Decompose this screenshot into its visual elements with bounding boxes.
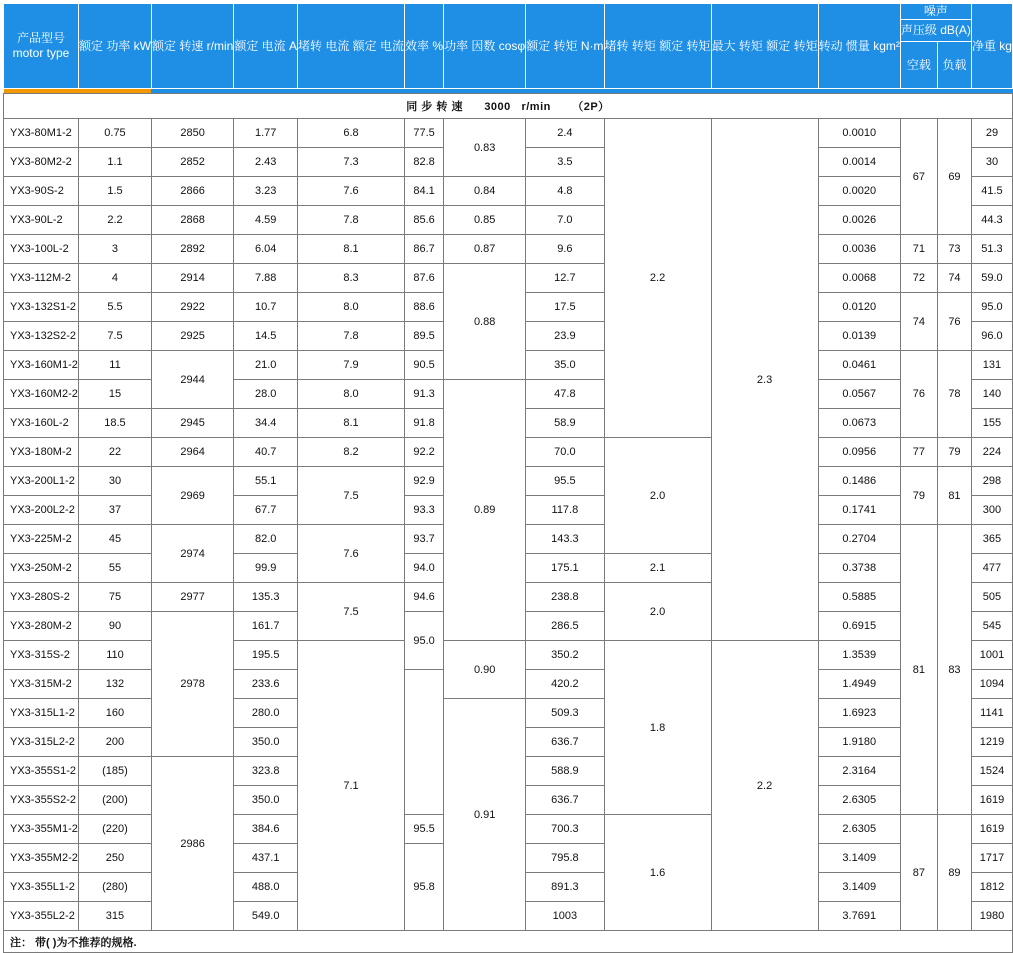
cell-model: YX3-132S1-2 xyxy=(4,293,79,322)
cell-lt: 2.1 xyxy=(604,554,711,583)
cell-inertia: 2.6305 xyxy=(818,815,900,844)
cell-model: YX3-355L1-2 xyxy=(4,873,79,902)
cell-pf: 0.83 xyxy=(444,119,526,177)
cell-torque: 420.2 xyxy=(526,670,604,699)
cell-mt: 2.3 xyxy=(711,119,818,641)
cell-current: 488.0 xyxy=(234,873,298,902)
cell-torque: 17.5 xyxy=(526,293,604,322)
cell-speed: 2986 xyxy=(151,757,233,931)
cell-eff: 88.6 xyxy=(405,293,444,322)
cell-power: 1.1 xyxy=(78,148,151,177)
cell-speed: 2925 xyxy=(151,322,233,351)
cell-current: 6.04 xyxy=(234,235,298,264)
cell-inertia: 0.0120 xyxy=(818,293,900,322)
cell-current: 40.7 xyxy=(234,438,298,467)
cell-model: YX3-280S-2 xyxy=(4,583,79,612)
cell-weight: 1812 xyxy=(971,873,1012,902)
cell-weight: 1001 xyxy=(971,641,1012,670)
cell-power: 75 xyxy=(78,583,151,612)
cell-eff: 91.3 xyxy=(405,380,444,409)
cell-current: 233.6 xyxy=(234,670,298,699)
cell-speed: 2969 xyxy=(151,467,233,525)
cell-pf: 0.89 xyxy=(444,380,526,641)
cell-inertia: 0.0014 xyxy=(818,148,900,177)
header-max-torque: 最大 转矩 额定 转矩 xyxy=(711,4,818,89)
cell-eff: 94.6 xyxy=(405,583,444,612)
cell-model: YX3-132S2-2 xyxy=(4,322,79,351)
cell-torque: 7.0 xyxy=(526,206,604,235)
cell-torque: 1003 xyxy=(526,902,604,931)
cell-model: YX3-315L1-2 xyxy=(4,699,79,728)
cell-ld: 76 xyxy=(937,293,971,351)
header-locked-current: 堵转 电流 额定 电流 xyxy=(298,4,405,89)
cell-weight: 29 xyxy=(971,119,1012,148)
cell-lt: 2.2 xyxy=(604,119,711,438)
cell-weight: 41.5 xyxy=(971,177,1012,206)
cell-current: 3.23 xyxy=(234,177,298,206)
cell-model: YX3-355S1-2 xyxy=(4,757,79,786)
cell-lc: 7.8 xyxy=(298,322,405,351)
cell-power: (185) xyxy=(78,757,151,786)
cell-torque: 23.9 xyxy=(526,322,604,351)
header-noise-noload: 空载 xyxy=(900,42,937,89)
cell-ld: 89 xyxy=(937,815,971,931)
cell-power: 1.5 xyxy=(78,177,151,206)
cell-model: YX3-315L2-2 xyxy=(4,728,79,757)
cell-speed: 2944 xyxy=(151,351,233,409)
cell-weight: 1524 xyxy=(971,757,1012,786)
cell-ld: 79 xyxy=(937,438,971,467)
table-body xyxy=(4,94,1013,931)
cell-power: 15 xyxy=(78,380,151,409)
cell-weight: 1141 xyxy=(971,699,1012,728)
cell-speed: 2868 xyxy=(151,206,233,235)
cell-mt: 2.2 xyxy=(711,641,818,931)
cell-torque: 12.7 xyxy=(526,264,604,293)
cell-ld: 73 xyxy=(937,235,971,264)
cell-speed: 2978 xyxy=(151,612,233,757)
cell-inertia: 3.7691 xyxy=(818,902,900,931)
cell-inertia: 1.9180 xyxy=(818,728,900,757)
cell-current: 21.0 xyxy=(234,351,298,380)
cell-model: YX3-355M2-2 xyxy=(4,844,79,873)
table-row xyxy=(4,177,1013,206)
cell-model: YX3-200L1-2 xyxy=(4,467,79,496)
cell-power: (200) xyxy=(78,786,151,815)
cell-current: 55.1 xyxy=(234,467,298,496)
cell-torque: 350.2 xyxy=(526,641,604,670)
cell-torque: 9.6 xyxy=(526,235,604,264)
cell-lc: 6.8 xyxy=(298,119,405,148)
table-row xyxy=(4,235,1013,264)
cell-lc: 7.6 xyxy=(298,525,405,583)
cell-power: 315 xyxy=(78,902,151,931)
cell-speed: 2945 xyxy=(151,409,233,438)
cell-weight: 365 xyxy=(971,525,1012,554)
cell-eff: 90.5 xyxy=(405,351,444,380)
cell-power: 30 xyxy=(78,467,151,496)
cell-weight: 155 xyxy=(971,409,1012,438)
cell-torque: 238.8 xyxy=(526,583,604,612)
table-row xyxy=(4,264,1013,293)
cell-power: 250 xyxy=(78,844,151,873)
cell-power: (220) xyxy=(78,815,151,844)
cell-nl: 76 xyxy=(900,351,937,438)
cell-torque: 4.8 xyxy=(526,177,604,206)
cell-inertia: 0.0026 xyxy=(818,206,900,235)
cell-speed: 2977 xyxy=(151,583,233,612)
cell-torque: 58.9 xyxy=(526,409,604,438)
cell-nl: 87 xyxy=(900,815,937,931)
cell-inertia: 2.6305 xyxy=(818,786,900,815)
cell-inertia: 0.1741 xyxy=(818,496,900,525)
cell-inertia: 0.0036 xyxy=(818,235,900,264)
cell-current: 350.0 xyxy=(234,786,298,815)
cell-lc: 8.0 xyxy=(298,380,405,409)
cell-current: 14.5 xyxy=(234,322,298,351)
header-noise-load: 负载 xyxy=(937,42,971,89)
cell-ld: 69 xyxy=(937,119,971,235)
cell-eff: 95.8 xyxy=(405,844,444,931)
cell-torque: 636.7 xyxy=(526,786,604,815)
cell-torque: 700.3 xyxy=(526,815,604,844)
cell-inertia: 0.0461 xyxy=(818,351,900,380)
cell-inertia: 2.3164 xyxy=(818,757,900,786)
cell-inertia: 0.0956 xyxy=(818,438,900,467)
sync-speed-poles: （2P） xyxy=(572,101,610,113)
cell-ld: 74 xyxy=(937,264,971,293)
cell-power: 90 xyxy=(78,612,151,641)
sync-speed-cell xyxy=(4,94,1013,119)
header-speed: 额定 转速 r/min xyxy=(151,4,233,89)
cell-inertia: 0.0068 xyxy=(818,264,900,293)
header-model-en: motor type xyxy=(12,46,70,60)
cell-model: YX3-90S-2 xyxy=(4,177,79,206)
cell-pf: 0.84 xyxy=(444,177,526,206)
cell-current: 437.1 xyxy=(234,844,298,873)
header-power-factor: 功率 因数 cosφ xyxy=(444,4,526,89)
cell-weight: 300 xyxy=(971,496,1012,525)
sync-speed-unit: r/min xyxy=(521,101,551,113)
table-note: 注： 带( )为不推荐的规格. xyxy=(4,931,1013,953)
cell-current: 161.7 xyxy=(234,612,298,641)
cell-ld: 81 xyxy=(937,467,971,525)
cell-speed: 2866 xyxy=(151,177,233,206)
sync-speed-value: 3000 xyxy=(484,101,511,113)
cell-torque: 636.7 xyxy=(526,728,604,757)
cell-lc: 7.6 xyxy=(298,177,405,206)
cell-current: 280.0 xyxy=(234,699,298,728)
cell-eff: 92.9 xyxy=(405,467,444,496)
cell-weight: 131 xyxy=(971,351,1012,380)
cell-eff: 77.5 xyxy=(405,119,444,148)
cell-current: 82.0 xyxy=(234,525,298,554)
cell-current: 384.6 xyxy=(234,815,298,844)
cell-torque: 143.3 xyxy=(526,525,604,554)
cell-lc: 8.0 xyxy=(298,293,405,322)
cell-inertia: 0.0010 xyxy=(818,119,900,148)
cell-model: YX3-80M1-2 xyxy=(4,119,79,148)
cell-weight: 59.0 xyxy=(971,264,1012,293)
cell-current: 10.7 xyxy=(234,293,298,322)
cell-power: 132 xyxy=(78,670,151,699)
cell-inertia: 0.0673 xyxy=(818,409,900,438)
cell-current: 1.77 xyxy=(234,119,298,148)
cell-power: 160 xyxy=(78,699,151,728)
cell-current: 4.59 xyxy=(234,206,298,235)
cell-inertia: 0.3738 xyxy=(818,554,900,583)
cell-power: 200 xyxy=(78,728,151,757)
cell-lc: 7.5 xyxy=(298,467,405,525)
cell-lc: 7.3 xyxy=(298,148,405,177)
cell-inertia: 0.0020 xyxy=(818,177,900,206)
cell-torque: 35.0 xyxy=(526,351,604,380)
cell-nl: 71 xyxy=(900,235,937,264)
header-noise: 噪声 xyxy=(900,4,971,20)
cell-current: 2.43 xyxy=(234,148,298,177)
cell-inertia: 0.5885 xyxy=(818,583,900,612)
cell-eff: 93.3 xyxy=(405,496,444,525)
cell-lc: 7.9 xyxy=(298,351,405,380)
cell-weight: 1980 xyxy=(971,902,1012,931)
cell-eff: 92.2 xyxy=(405,438,444,467)
cell-model: YX3-90L-2 xyxy=(4,206,79,235)
cell-power: 18.5 xyxy=(78,409,151,438)
header-efficiency: 效率 % xyxy=(405,4,444,89)
cell-inertia: 0.1486 xyxy=(818,467,900,496)
cell-weight: 298 xyxy=(971,467,1012,496)
cell-model: YX3-315S-2 xyxy=(4,641,79,670)
cell-pf: 0.88 xyxy=(444,264,526,380)
cell-eff xyxy=(405,670,444,815)
header-weight: 净重 kg xyxy=(971,4,1012,89)
cell-lt: 2.0 xyxy=(604,583,711,641)
cell-eff: 85.6 xyxy=(405,206,444,235)
cell-eff: 95.5 xyxy=(405,815,444,844)
cell-current: 195.5 xyxy=(234,641,298,670)
cell-model: YX3-160M1-2 xyxy=(4,351,79,380)
cell-inertia: 3.1409 xyxy=(818,844,900,873)
cell-inertia: 1.6923 xyxy=(818,699,900,728)
cell-inertia: 1.3539 xyxy=(818,641,900,670)
cell-eff: 87.6 xyxy=(405,264,444,293)
cell-lc: 7.8 xyxy=(298,206,405,235)
cell-weight: 1619 xyxy=(971,815,1012,844)
cell-lc: 8.2 xyxy=(298,438,405,467)
cell-model: YX3-315M-2 xyxy=(4,670,79,699)
cell-weight: 505 xyxy=(971,583,1012,612)
cell-torque: 47.8 xyxy=(526,380,604,409)
cell-current: 135.3 xyxy=(234,583,298,612)
cell-eff: 94.0 xyxy=(405,554,444,583)
cell-power: 3 xyxy=(78,235,151,264)
cell-current: 323.8 xyxy=(234,757,298,786)
cell-inertia: 1.4949 xyxy=(818,670,900,699)
cell-model: YX3-280M-2 xyxy=(4,612,79,641)
header-torque: 额定 转矩 N·m xyxy=(526,4,604,89)
cell-nl: 74 xyxy=(900,293,937,351)
cell-current: 67.7 xyxy=(234,496,298,525)
cell-nl: 81 xyxy=(900,525,937,815)
cell-lc: 8.1 xyxy=(298,409,405,438)
cell-model: YX3-112M-2 xyxy=(4,264,79,293)
cell-power: 110 xyxy=(78,641,151,670)
cell-model: YX3-160M2-2 xyxy=(4,380,79,409)
cell-nl: 79 xyxy=(900,467,937,525)
cell-nl: 67 xyxy=(900,119,937,235)
header-inertia: 转动 惯量 kgm² xyxy=(818,4,900,89)
cell-torque: 286.5 xyxy=(526,612,604,641)
header-noise-sub: 声压级 dB(A) xyxy=(900,20,971,42)
cell-speed: 2964 xyxy=(151,438,233,467)
cell-inertia: 3.1409 xyxy=(818,873,900,902)
cell-torque: 2.4 xyxy=(526,119,604,148)
cell-weight: 1717 xyxy=(971,844,1012,873)
cell-inertia: 0.0139 xyxy=(818,322,900,351)
cell-model: YX3-225M-2 xyxy=(4,525,79,554)
cell-eff: 86.7 xyxy=(405,235,444,264)
cell-power: (280) xyxy=(78,873,151,902)
table-row xyxy=(4,119,1013,148)
cell-torque: 588.9 xyxy=(526,757,604,786)
header-model xyxy=(4,4,79,89)
cell-weight: 1219 xyxy=(971,728,1012,757)
cell-speed: 2852 xyxy=(151,148,233,177)
cell-torque: 3.5 xyxy=(526,148,604,177)
sync-speed-row xyxy=(4,94,1013,119)
cell-weight: 140 xyxy=(971,380,1012,409)
cell-inertia: 0.0567 xyxy=(818,380,900,409)
cell-model: YX3-100L-2 xyxy=(4,235,79,264)
cell-pf: 0.91 xyxy=(444,699,526,931)
cell-weight: 44.3 xyxy=(971,206,1012,235)
cell-power: 4 xyxy=(78,264,151,293)
sync-speed-label: 同 步 转 速 xyxy=(406,101,463,113)
cell-ld: 78 xyxy=(937,351,971,438)
cell-model: YX3-80M2-2 xyxy=(4,148,79,177)
cell-power: 11 xyxy=(78,351,151,380)
header-power: 额定 功率 kW xyxy=(78,4,151,89)
cell-weight: 224 xyxy=(971,438,1012,467)
cell-current: 34.4 xyxy=(234,409,298,438)
cell-torque: 175.1 xyxy=(526,554,604,583)
cell-current: 28.0 xyxy=(234,380,298,409)
cell-speed: 2850 xyxy=(151,119,233,148)
header-current: 额定 电流 A xyxy=(234,4,298,89)
cell-current: 7.88 xyxy=(234,264,298,293)
cell-eff: 91.8 xyxy=(405,409,444,438)
cell-inertia: 0.6915 xyxy=(818,612,900,641)
cell-speed: 2892 xyxy=(151,235,233,264)
cell-inertia: 0.2704 xyxy=(818,525,900,554)
cell-eff: 89.5 xyxy=(405,322,444,351)
cell-power: 55 xyxy=(78,554,151,583)
cell-lt: 2.0 xyxy=(604,438,711,554)
cell-eff: 82.8 xyxy=(405,148,444,177)
cell-weight: 477 xyxy=(971,554,1012,583)
cell-torque: 117.8 xyxy=(526,496,604,525)
cell-torque: 509.3 xyxy=(526,699,604,728)
cell-power: 0.75 xyxy=(78,119,151,148)
cell-power: 7.5 xyxy=(78,322,151,351)
cell-model: YX3-355S2-2 xyxy=(4,786,79,815)
cell-current: 549.0 xyxy=(234,902,298,931)
cell-eff: 84.1 xyxy=(405,177,444,206)
cell-power: 22 xyxy=(78,438,151,467)
cell-model: YX3-180M-2 xyxy=(4,438,79,467)
cell-nl: 72 xyxy=(900,264,937,293)
cell-current: 350.0 xyxy=(234,728,298,757)
cell-nl: 77 xyxy=(900,438,937,467)
cell-eff: 95.0 xyxy=(405,612,444,670)
cell-weight: 30 xyxy=(971,148,1012,177)
cell-pf: 0.87 xyxy=(444,235,526,264)
cell-ld: 83 xyxy=(937,525,971,815)
cell-torque: 795.8 xyxy=(526,844,604,873)
cell-power: 5.5 xyxy=(78,293,151,322)
cell-lt: 1.6 xyxy=(604,815,711,931)
cell-eff: 93.7 xyxy=(405,525,444,554)
cell-torque: 70.0 xyxy=(526,438,604,467)
cell-model: YX3-355L2-2 xyxy=(4,902,79,931)
cell-speed: 2914 xyxy=(151,264,233,293)
cell-lc: 8.1 xyxy=(298,235,405,264)
table-row xyxy=(4,206,1013,235)
cell-torque: 95.5 xyxy=(526,467,604,496)
cell-lc: 7.5 xyxy=(298,583,405,641)
cell-weight: 1619 xyxy=(971,786,1012,815)
cell-model: YX3-160L-2 xyxy=(4,409,79,438)
cell-lt: 1.8 xyxy=(604,641,711,815)
cell-power: 2.2 xyxy=(78,206,151,235)
motor-spec-table xyxy=(3,3,1013,953)
cell-model: YX3-200L2-2 xyxy=(4,496,79,525)
cell-model: YX3-355M1-2 xyxy=(4,815,79,844)
cell-speed: 2974 xyxy=(151,525,233,583)
cell-current: 99.9 xyxy=(234,554,298,583)
cell-pf: 0.85 xyxy=(444,206,526,235)
cell-model: YX3-250M-2 xyxy=(4,554,79,583)
cell-weight: 545 xyxy=(971,612,1012,641)
cell-weight: 51.3 xyxy=(971,235,1012,264)
header-model-zh: 产品型号 xyxy=(16,31,65,45)
cell-torque: 891.3 xyxy=(526,873,604,902)
cell-weight: 95.0 xyxy=(971,293,1012,322)
table-header xyxy=(4,4,1013,94)
cell-pf: 0.90 xyxy=(444,641,526,699)
cell-power: 45 xyxy=(78,525,151,554)
cell-speed: 2922 xyxy=(151,293,233,322)
header-locked-torque: 堵转 转矩 额定 转矩 xyxy=(604,4,711,89)
cell-weight: 96.0 xyxy=(971,322,1012,351)
cell-lc: 8.3 xyxy=(298,264,405,293)
cell-power: 37 xyxy=(78,496,151,525)
cell-weight: 1094 xyxy=(971,670,1012,699)
cell-lc: 7.1 xyxy=(298,641,405,931)
